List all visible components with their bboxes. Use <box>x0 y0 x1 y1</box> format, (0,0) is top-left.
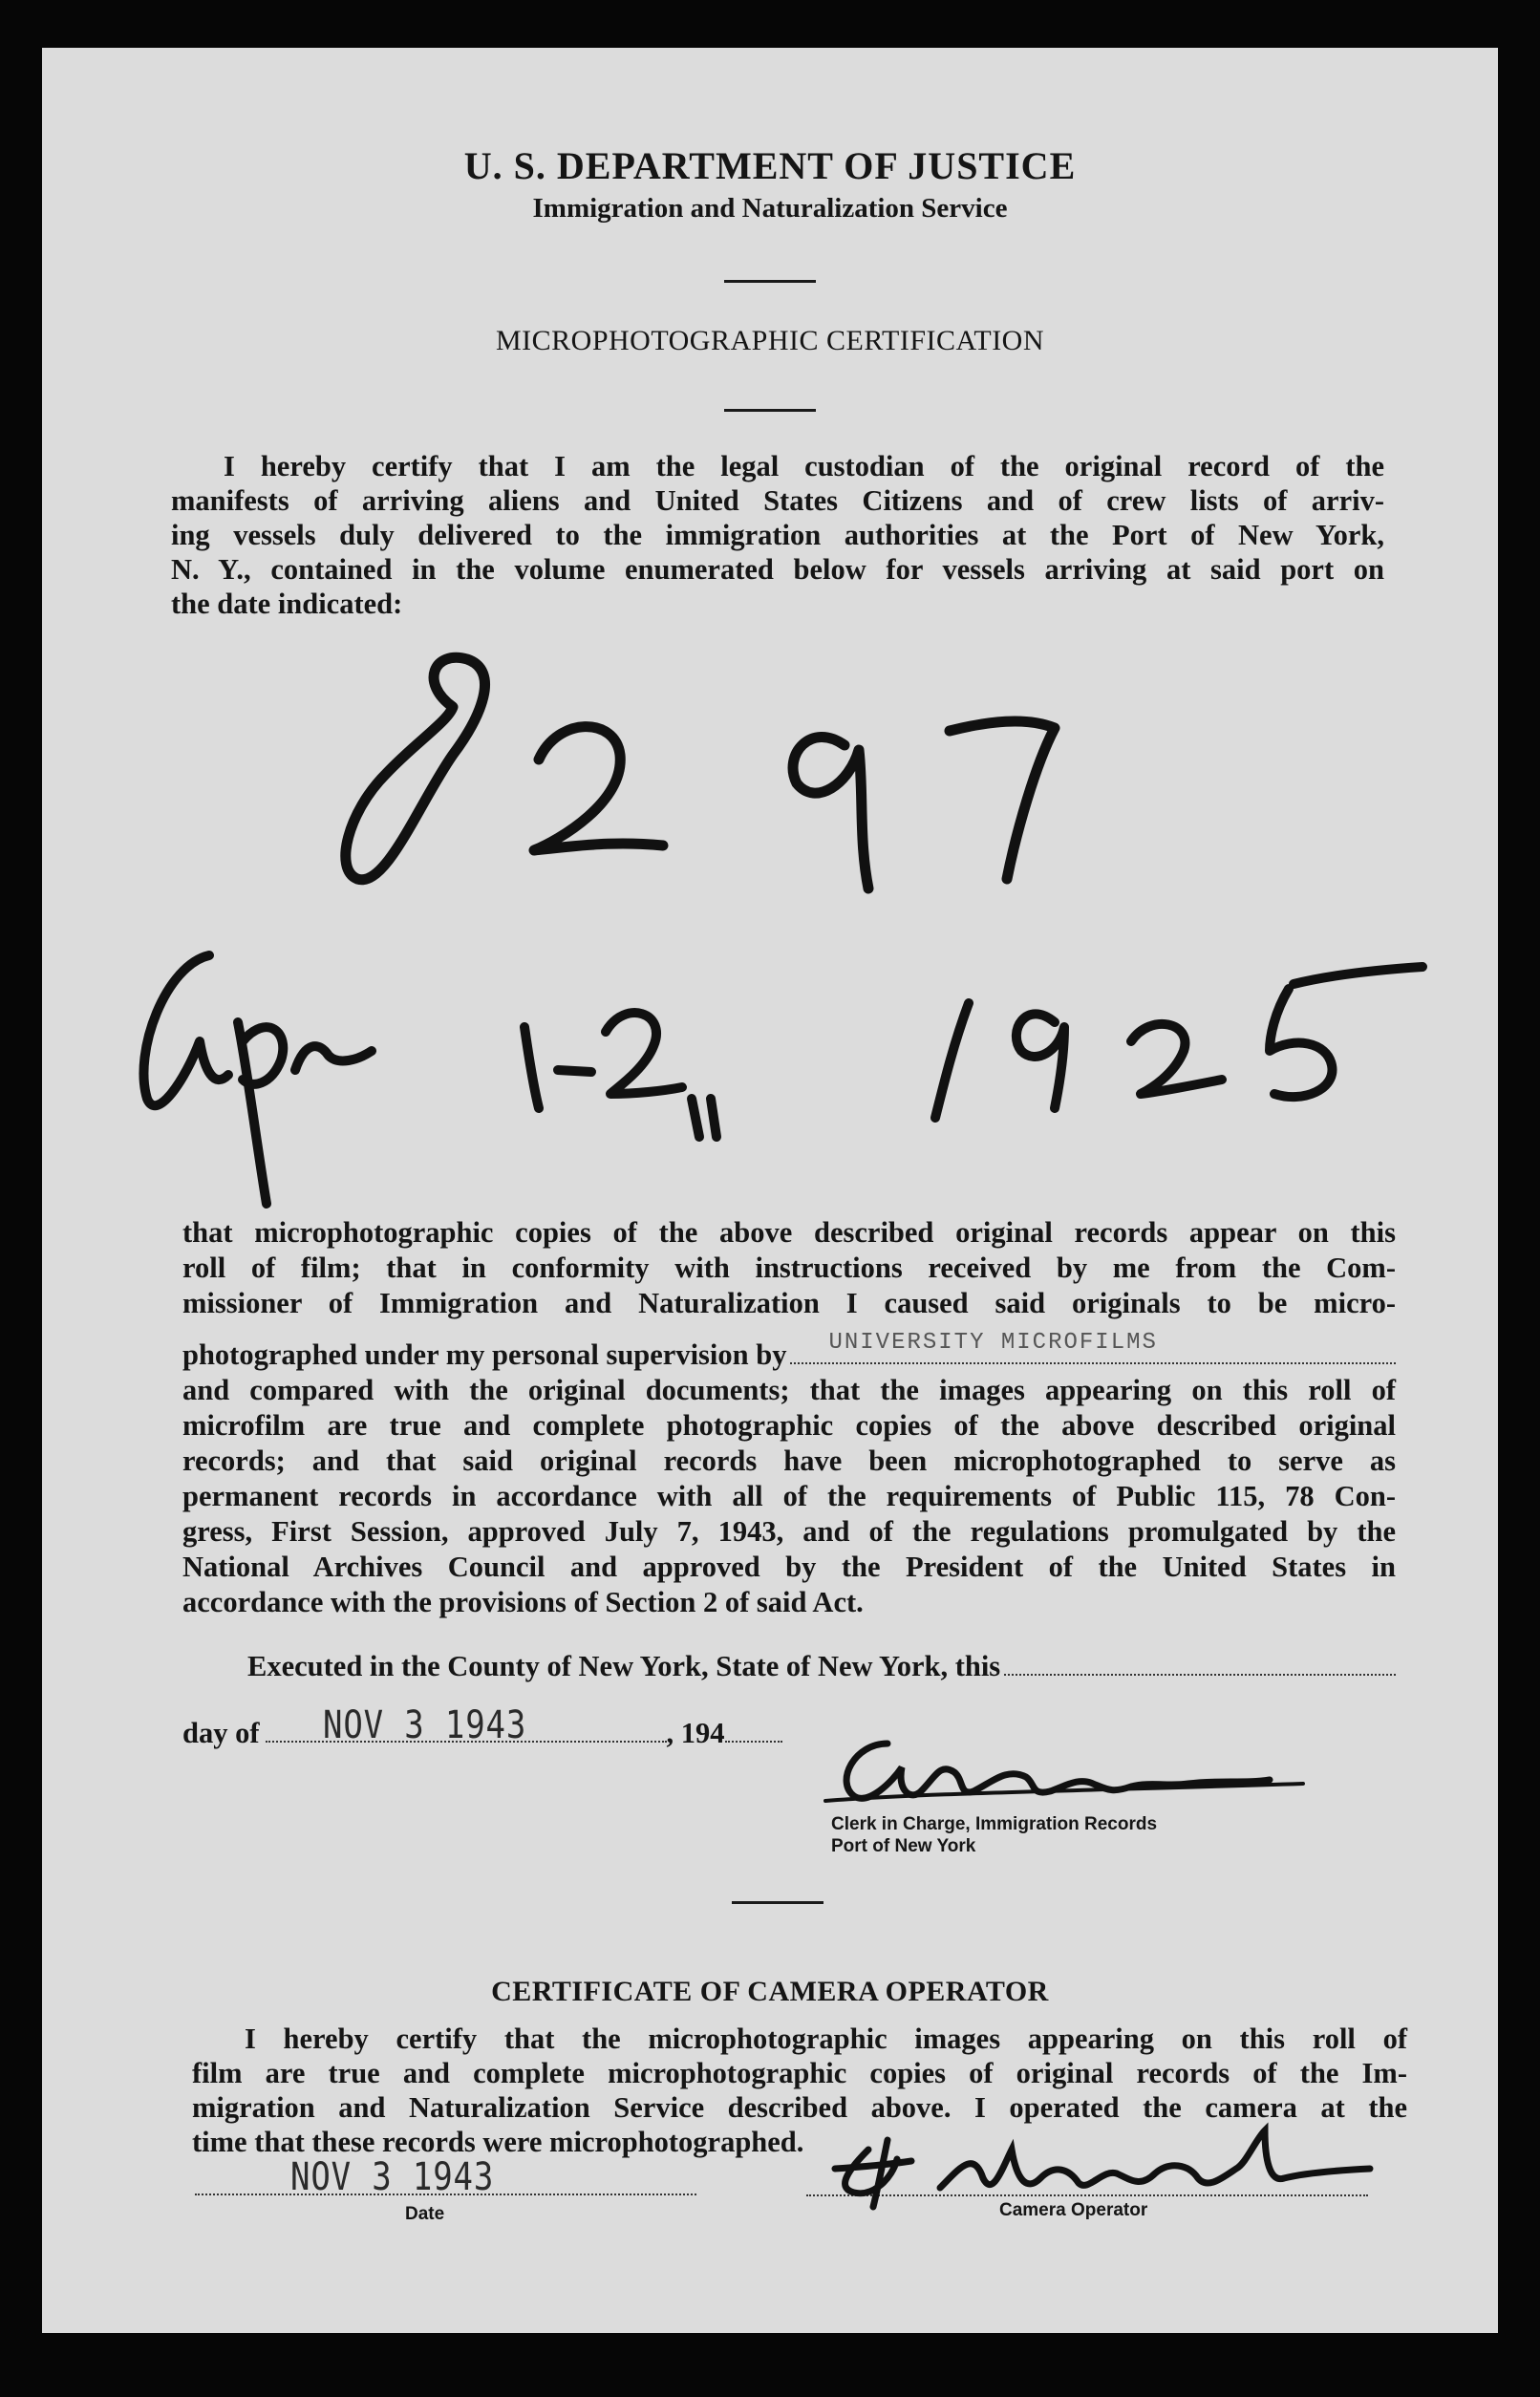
body-line: records; and that said original records have been microphotographed to serve as <box>182 1445 1396 1477</box>
form-title: MICROPHOTOGRAPHIC CERTIFICATION <box>495 325 1045 356</box>
intro-line: the date indicated: <box>171 588 403 620</box>
camera-line: time that these records were microphotographed. <box>192 2126 804 2158</box>
camera-line: migration and Naturalization Service described above. I operated the camera at the <box>192 2091 1407 2124</box>
day-of-field <box>266 1703 667 1747</box>
department-heading: U. S. DEPARTMENT OF JUSTICE <box>463 144 1077 187</box>
handwritten-volume-number <box>346 657 1055 888</box>
intro-line: I hereby certify that I am the legal custodian of the original record of the <box>224 450 1384 482</box>
body-line: accordance with the provisions of Section 2 of said Act. <box>182 1586 864 1618</box>
divider-bottom <box>732 1901 823 1904</box>
body-paragraph-2 <box>182 1373 1396 1620</box>
supervision-prefix: photographed under my personal supervision by <box>182 1338 787 1371</box>
camera-stamped-date: NOV 3 1943 <box>290 2155 495 2199</box>
intro-line: manifests of arriving aliens and United States Citizens and of crew lists of arriv- <box>171 484 1384 517</box>
executed-text: Executed in the County of New York, State of New York, this <box>247 1650 1001 1682</box>
clerk-title <box>831 1813 1157 1857</box>
body-line: permanent records in accordance with all of the requirements of Public 115, 78 Con- <box>182 1480 1396 1512</box>
operator-label: Camera Operator <box>999 2200 1148 2220</box>
intro-line: N. Y., contained in the volume enumerated below for vessels arriving at said port on <box>171 553 1384 586</box>
intro-line: ing vessels duly delivered to the immigration authorities at the Port of New York, <box>171 519 1384 551</box>
year-suffix: , 194 <box>666 1717 725 1749</box>
body-line: missioner of Immigration and Naturalization I caused said originals to be micro- <box>182 1287 1396 1319</box>
handwriting <box>42 48 1498 1242</box>
executed-day-field <box>1004 1649 1396 1676</box>
date-label: Date <box>405 2204 445 2224</box>
camera-line: I hereby certify that the microphotographic images appearing on this roll of <box>245 2022 1407 2055</box>
executed-stamped-date: NOV 3 1943 <box>322 1703 526 1747</box>
service-heading: Immigration and Naturalization Service <box>532 193 1008 224</box>
body-line: National Archives Council and approved by the President of the United States in <box>182 1551 1396 1583</box>
body-line: and compared with the original documents; that the images appearing on this roll of <box>182 1374 1396 1406</box>
day-of-label: day of <box>182 1717 260 1749</box>
body-paragraph <box>182 1215 1396 1321</box>
camera-line: film are true and complete microphotographic copies of original records of the Im- <box>192 2057 1407 2089</box>
supervision-line <box>182 1330 1396 1372</box>
year-field <box>725 1718 782 1743</box>
body-line: roll of film; that in conformity with instructions received by me from the Com- <box>182 1252 1396 1284</box>
supervisor-field <box>790 1330 1396 1364</box>
clerk-title-line: Clerk in Charge, Immigration Records <box>831 1814 1158 1834</box>
clerk-title-line: Port of New York <box>831 1836 976 1856</box>
handwritten-date-range <box>143 955 1422 1204</box>
executed-line <box>247 1649 1396 1683</box>
body-line: microfilm are true and complete photographic copies of the above described original <box>182 1409 1396 1442</box>
camera-date-field <box>195 2155 696 2199</box>
supervisor-company: UNIVERSITY MICROFILMS <box>828 1330 1158 1356</box>
body-line: that microphotographic copies of the above described original records appear on this <box>182 1216 1396 1249</box>
day-of-line <box>182 1703 813 1750</box>
camera-operator-title: CERTIFICATE OF CAMERA OPERATOR <box>491 1976 1049 2007</box>
body-line: gress, First Session, approved July 7, 1943, and of the regulations promulgated by the <box>182 1515 1396 1548</box>
certificate-page <box>42 48 1498 2333</box>
